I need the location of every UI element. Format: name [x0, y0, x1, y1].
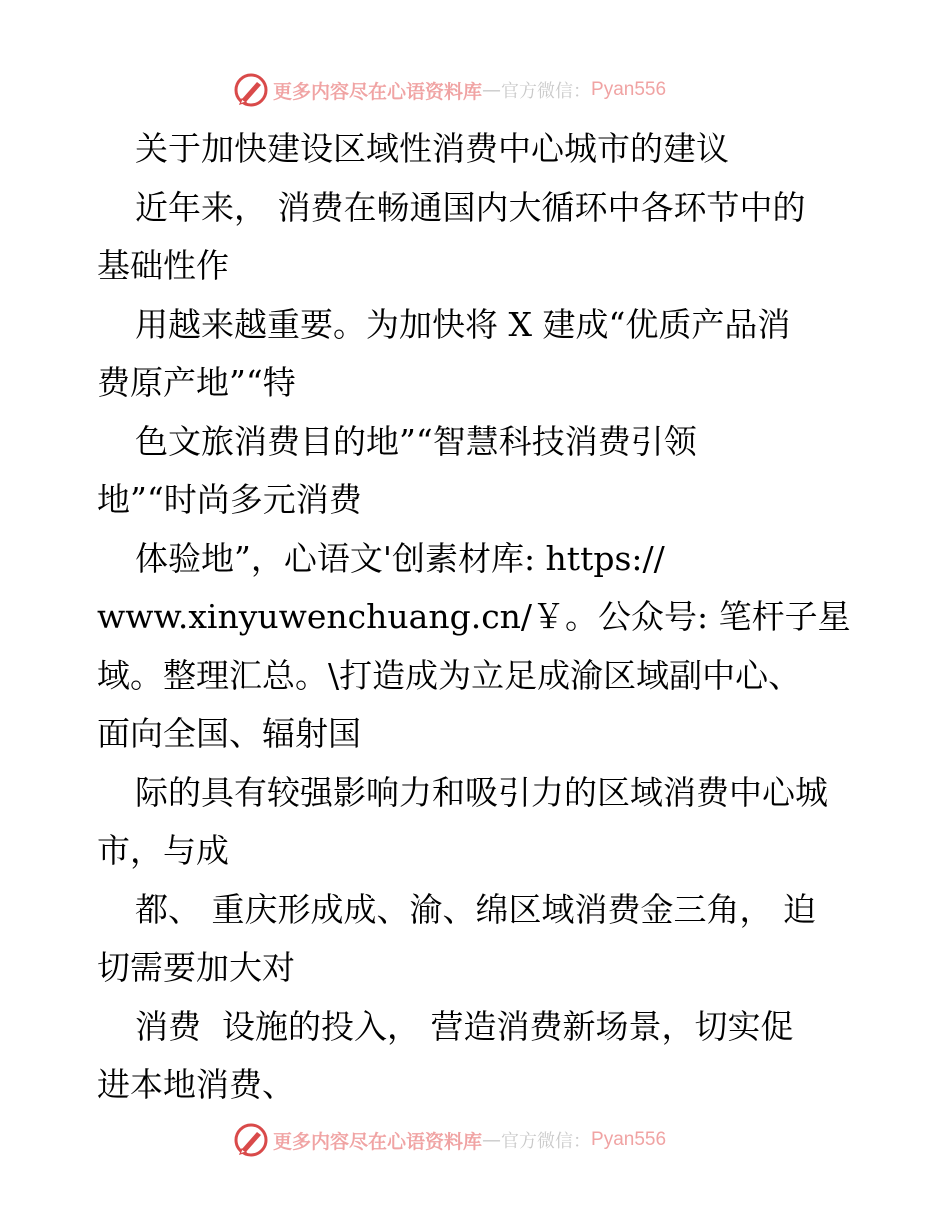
text-line: 基础性作	[97, 246, 229, 285]
text-line: 消费 设施的投入， 营造消费新场景，切实促	[135, 1006, 794, 1046]
document-body	[97, 120, 877, 1115]
text-line: 都、 重庆形成成、渝、绵区域消费金三角， 迫	[135, 889, 816, 929]
text-line: 市，与成	[97, 831, 229, 870]
text-line: 域。整理汇总。\打造成为立足成渝区域副中心、	[97, 655, 802, 695]
header-watermark-banner	[233, 70, 666, 110]
text-line: 切需要加大对	[97, 948, 295, 987]
banner-slogan: 更多内容尽在心语资料库	[273, 1130, 483, 1153]
text-line: www.xinyuwenchuang.cn/￥。公众号: 笔杆子星	[97, 597, 851, 636]
banner-wechat-id: Pyan556	[591, 1129, 667, 1150]
banner-separator: —	[482, 1129, 502, 1151]
text-line: 费原产地”“特	[97, 363, 296, 402]
text-line: 进本地消费、	[97, 1065, 295, 1104]
banner-wechat-label: 官方微信：	[501, 1131, 592, 1152]
text-line: 体验地”，心语文'创素材库: https://	[135, 538, 665, 578]
pen-logo-icon	[233, 1122, 269, 1158]
banner-separator: —	[482, 79, 502, 101]
banner-wechat-id: Pyan556	[591, 79, 667, 100]
text-line: 色文旅消费目的地”“智慧科技消费引领	[135, 421, 697, 461]
text-line: 近年来， 消费在畅通国内大循环中各环节中的	[135, 187, 806, 227]
footer-watermark-banner	[233, 1120, 666, 1160]
banner-wechat-label: 官方微信：	[501, 81, 592, 102]
pen-logo-icon	[233, 72, 269, 108]
text-line: 面向全国、辐射国	[97, 714, 361, 753]
text-line: 际的具有较强影响力和吸引力的区域消费中心城	[135, 772, 828, 812]
text-line: 关于加快建设区域性消费中心城市的建议	[135, 129, 729, 168]
text-line: 用越来越重要。为加快将 X 建成“优质产品消	[135, 304, 791, 344]
banner-slogan: 更多内容尽在心语资料库	[273, 80, 483, 103]
text-line: 地”“时尚多元消费	[97, 480, 362, 519]
